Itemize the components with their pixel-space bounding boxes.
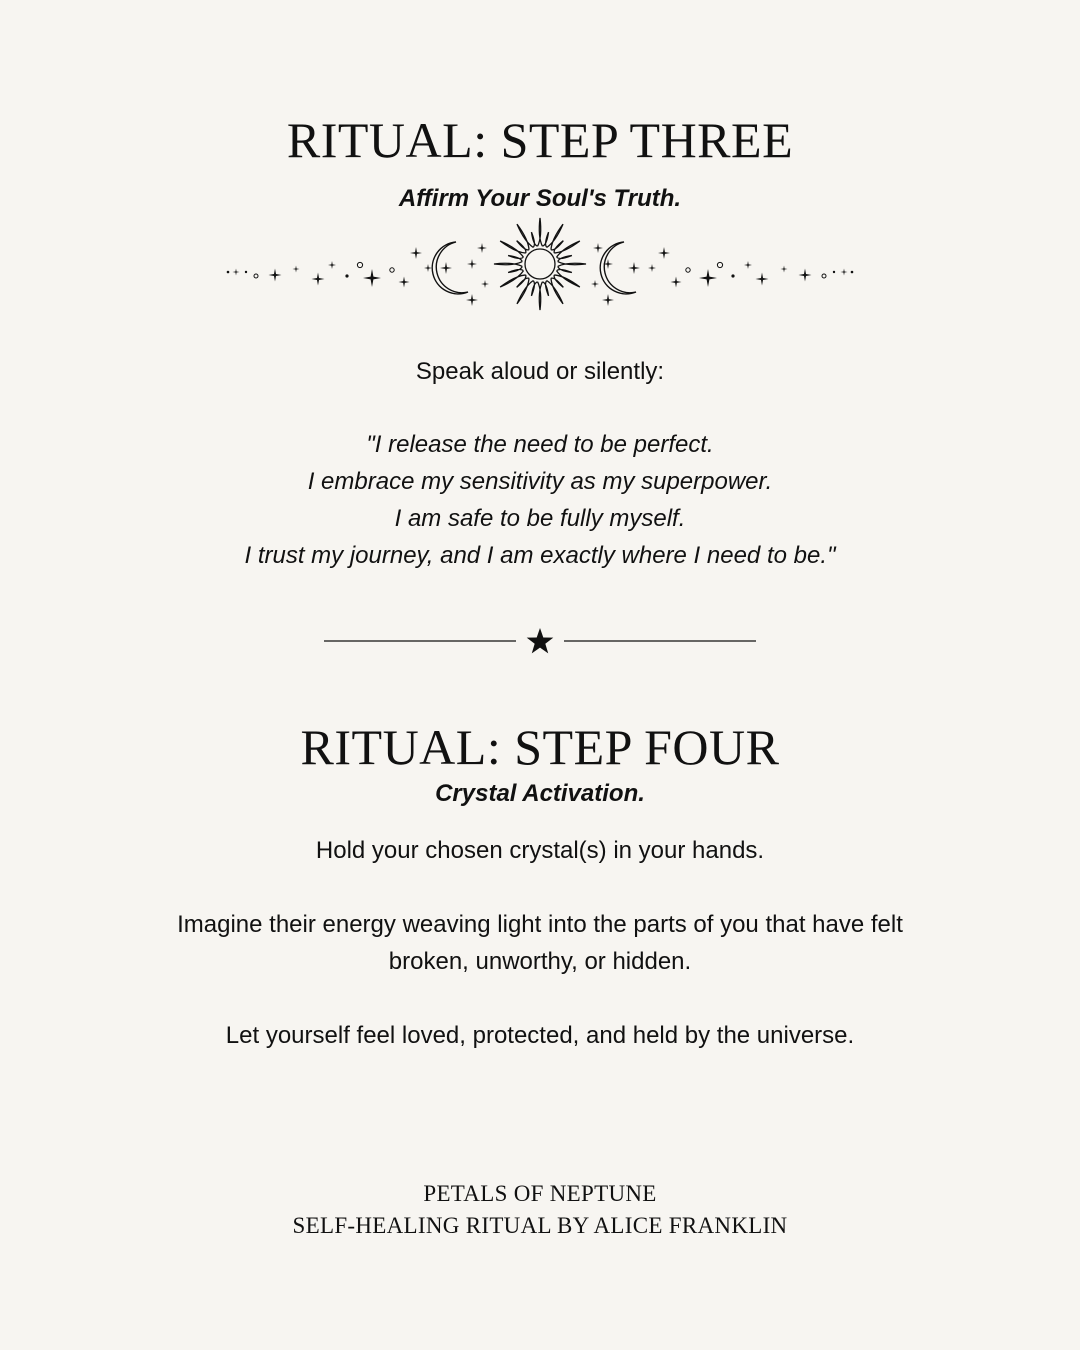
sparkle — [658, 247, 670, 259]
sparkle — [390, 268, 394, 272]
affirmation-quote — [0, 426, 1080, 574]
sun-ray — [508, 266, 523, 272]
sparkle — [756, 273, 769, 286]
sun-ray — [554, 241, 580, 257]
sparkle — [399, 277, 410, 288]
step-three-instruction: Speak aloud or silently: — [415, 358, 665, 385]
sparkle — [699, 269, 717, 287]
sun-ray — [547, 278, 563, 304]
sun-ray — [554, 271, 580, 287]
sparkle — [822, 274, 826, 278]
sparkle-stars-icon — [227, 243, 854, 306]
sparkle — [648, 264, 656, 272]
step-four-paragraph-2-line-1: Imagine their energy weaving light into the parts of you that have felt — [177, 911, 903, 938]
sun-ray — [517, 278, 533, 304]
affirmation-line: "I release the need to be perfect. — [366, 431, 714, 458]
sparkle — [477, 243, 487, 253]
sparkle — [254, 274, 258, 278]
sun-ray — [500, 241, 526, 257]
sun-icon — [494, 218, 586, 310]
sparkle — [833, 271, 835, 273]
sparkle — [363, 269, 381, 287]
sparkle — [410, 247, 422, 259]
sparkle — [744, 261, 752, 269]
step-four-paragraph-3: Let yourself feel loved, protected, and held by the universe. — [225, 1022, 855, 1049]
sparkle — [466, 294, 478, 306]
sun-ray — [538, 218, 543, 246]
sparkle — [841, 269, 848, 276]
sun-ray — [508, 255, 523, 261]
sun-ray — [557, 266, 572, 272]
sparkle — [628, 262, 640, 274]
sparkle — [245, 271, 247, 273]
sparkle — [602, 294, 614, 306]
sparkle — [345, 274, 348, 277]
sun-ray — [531, 232, 537, 247]
sun-ray — [531, 281, 537, 296]
footer-author: SELF-HEALING RITUAL BY ALICE FRANKLIN — [292, 1213, 788, 1238]
sun-ray — [494, 262, 522, 267]
footer-brand: PETALS OF NEPTUNE — [423, 1181, 657, 1206]
sparkle — [328, 261, 336, 269]
step-four-subtitle: Crystal Activation. — [435, 780, 645, 807]
sparkle — [269, 269, 282, 282]
sun-ray — [547, 224, 563, 250]
step-four-paragraph-2-line-2: broken, unworthy, or hidden. — [388, 948, 692, 975]
star-icon — [527, 628, 554, 653]
footer-credits — [0, 1178, 1080, 1242]
sparkle — [731, 274, 734, 277]
affirmation-line: I trust my journey, and I am exactly where I need to be." — [244, 542, 836, 569]
step-four-title: RITUAL: STEP FOUR — [300, 719, 780, 775]
step-three-title: RITUAL: STEP THREE — [286, 112, 794, 168]
sparkle — [357, 262, 362, 267]
sun-ray — [558, 262, 586, 267]
star-divider-icon — [320, 620, 760, 664]
sparkle — [799, 269, 812, 282]
sparkle — [781, 266, 788, 273]
sparkle — [293, 266, 300, 273]
sparkle — [686, 268, 690, 272]
sparkle — [593, 243, 603, 253]
sun-ray — [500, 271, 526, 287]
sparkle — [851, 271, 854, 274]
sparkle — [424, 264, 432, 272]
sun-ray — [538, 282, 543, 310]
step-four-paragraph-1: Hold your chosen crystal(s) in your hands. — [315, 837, 765, 864]
sun-ray — [542, 232, 548, 247]
step-three-subtitle: Affirm Your Soul's Truth. — [398, 185, 682, 212]
sun-moon-stars-ornament-icon — [220, 212, 860, 316]
sparkle — [671, 277, 682, 288]
sparkle — [481, 280, 489, 288]
affirmation-line: I embrace my sensitivity as my superpower. — [307, 468, 773, 495]
sparkle — [440, 262, 452, 274]
sun-ray — [557, 255, 572, 261]
sparkle — [233, 269, 240, 276]
sun-ray — [542, 281, 548, 296]
sparkle — [717, 262, 722, 267]
sun-ray — [517, 224, 533, 250]
sparkle — [467, 259, 477, 269]
sparkle — [591, 280, 599, 288]
sparkle — [312, 273, 325, 286]
affirmation-line: I am safe to be fully myself. — [394, 505, 686, 532]
sparkle — [227, 271, 230, 274]
